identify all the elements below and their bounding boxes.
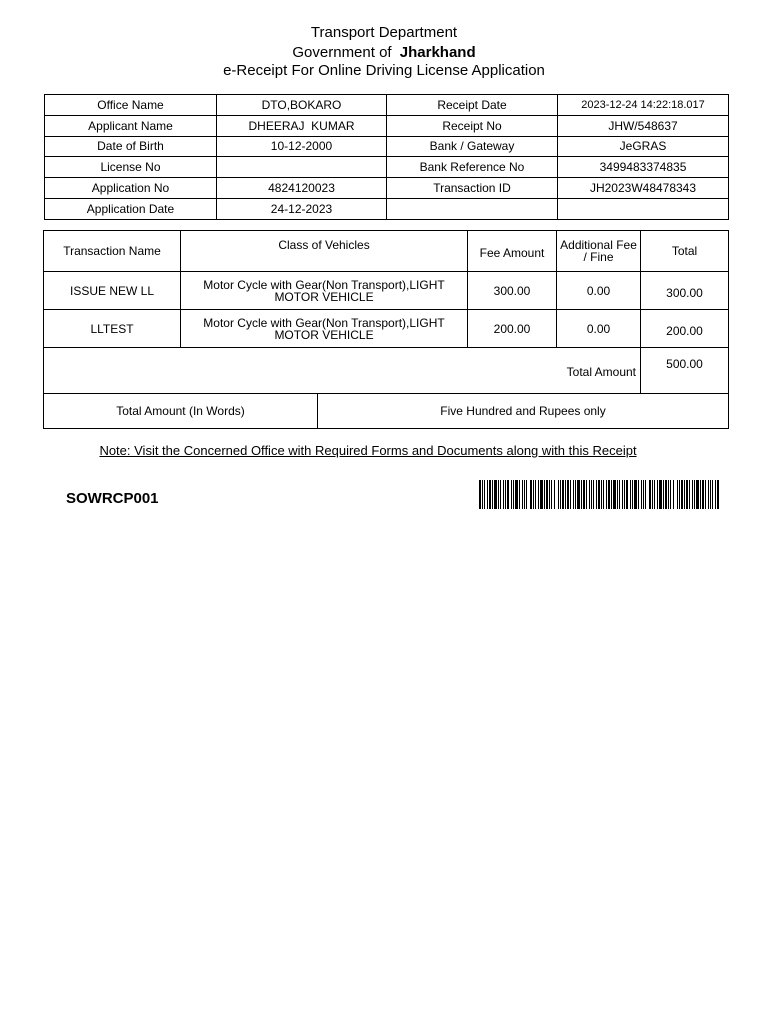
barcode-bar	[654, 480, 655, 509]
barcode-bar	[479, 480, 481, 509]
barcode-bar	[482, 480, 483, 509]
table-row	[45, 178, 729, 199]
barcode-bar	[596, 480, 597, 509]
dob-label: Date of Birth	[45, 136, 217, 157]
empty-cell	[387, 198, 558, 219]
barcode-bar	[549, 480, 550, 509]
barcode-bar	[498, 480, 499, 509]
barcode-bar	[679, 480, 680, 509]
barcode-bar	[611, 480, 612, 509]
table-row	[45, 115, 729, 136]
government-prefix: Government of	[292, 44, 392, 61]
license-no-value	[217, 157, 387, 178]
barcode-bar	[694, 480, 695, 509]
table-row	[45, 157, 729, 178]
barcode-bar	[515, 480, 518, 509]
barcode-bar	[522, 480, 523, 509]
table-row	[45, 95, 729, 116]
barcode-bar	[494, 480, 497, 509]
application-no-value: 4824120023	[217, 178, 387, 199]
barcode-bar	[526, 480, 527, 509]
barcode-bar	[575, 480, 576, 509]
empty-cell	[558, 198, 729, 219]
table-row	[45, 198, 729, 219]
fee-amount: 200.00	[468, 310, 557, 348]
applicant-info-table	[44, 94, 729, 220]
barcode-bar	[689, 480, 690, 509]
barcode-bar	[686, 480, 688, 509]
barcode-bar	[668, 480, 669, 509]
barcode-bar	[505, 480, 506, 509]
table-row	[44, 310, 729, 348]
fee-amount: 300.00	[468, 272, 557, 310]
bank-ref-value: 3499483374835	[558, 157, 729, 178]
table-row	[45, 136, 729, 157]
total-amount-label: Total Amount	[44, 348, 641, 394]
barcode-bar	[500, 480, 501, 509]
receipt-no-label: Receipt No	[387, 115, 558, 136]
barcode-bar	[624, 480, 625, 509]
application-date-label: Application Date	[45, 198, 217, 219]
state-name: Jharkhand	[399, 44, 476, 61]
receipt-date-value: 2023-12-24 14:22:18.017	[558, 95, 729, 116]
applicant-name-label: Applicant Name	[45, 115, 217, 136]
barcode-bar	[717, 480, 719, 509]
col-total: Total	[641, 231, 729, 272]
barcode-bar	[606, 480, 607, 509]
barcode-bar	[573, 480, 574, 509]
transaction-name: ISSUE NEW LL	[44, 272, 181, 310]
barcode-bar	[696, 480, 699, 509]
barcode-bar	[591, 480, 592, 509]
barcode-bar	[513, 480, 514, 509]
receipt-title: e-Receipt For Online Driving License Application	[223, 62, 545, 79]
dob-value: 10-12-2000	[217, 136, 387, 157]
amount-in-words-value: Five Hundred and Rupees only	[318, 394, 729, 429]
barcode-bar	[560, 480, 561, 509]
barcode-bar	[670, 480, 671, 509]
table-row	[44, 272, 729, 310]
barcode-bar	[715, 480, 716, 509]
barcode-bar	[507, 480, 509, 509]
barcode-bar	[544, 480, 545, 509]
barcode-bar	[503, 480, 504, 509]
barcode-bar	[710, 480, 711, 509]
barcode-bar	[641, 480, 642, 509]
office-name-value: DTO,BOKARO	[217, 95, 387, 116]
government-title	[0, 44, 768, 61]
barcode-bar	[558, 480, 559, 509]
barcode-bar	[626, 480, 628, 509]
barcode-bar	[645, 480, 646, 509]
barcode-bar	[643, 480, 644, 509]
barcode-bar	[663, 480, 664, 509]
barcode-bar	[567, 480, 569, 509]
barcode-bar	[551, 480, 552, 509]
barcode-bar	[705, 480, 706, 509]
barcode-bar	[546, 480, 548, 509]
barcode-bar	[570, 480, 571, 509]
application-no-label: Application No	[45, 178, 217, 199]
barcode-bar	[603, 480, 604, 509]
barcode-bar	[638, 480, 639, 509]
barcode-bar	[619, 480, 620, 509]
amount-in-words-row	[44, 394, 729, 429]
barcode-bar	[581, 480, 582, 509]
barcode-bar	[665, 480, 667, 509]
office-name-label: Office Name	[45, 95, 217, 116]
barcode-bar	[511, 480, 512, 509]
barcode-bar	[586, 480, 587, 509]
barcode-bar	[630, 480, 631, 509]
receipt-no-value: JHW/548637	[558, 115, 729, 136]
barcode-bar	[657, 480, 658, 509]
barcode-bar	[649, 480, 651, 509]
barcode-bar	[613, 480, 616, 509]
barcode-bar	[538, 480, 539, 509]
barcode-bar	[524, 480, 525, 509]
total-amount-value: 500.00	[641, 348, 729, 394]
license-no-label: License No	[45, 157, 217, 178]
fee-table	[43, 230, 729, 429]
additional-fee: 0.00	[557, 310, 641, 348]
barcode-bar	[598, 480, 600, 509]
barcode-bar	[677, 480, 678, 509]
barcode-bar	[632, 480, 633, 509]
barcode-bar	[533, 480, 534, 509]
barcode-bar	[673, 480, 674, 509]
barcode-bar	[519, 480, 520, 509]
barcode	[479, 480, 720, 509]
amount-in-words-label: Total Amount (In Words)	[44, 394, 318, 429]
barcode-bar	[492, 480, 493, 509]
class-of-vehicles: Motor Cycle with Gear(Non Transport),LIGHT MOTOR VEHICLE	[181, 272, 468, 310]
transaction-id-label: Transaction ID	[387, 178, 558, 199]
barcode-bar	[554, 480, 555, 509]
barcode-bar	[700, 480, 701, 509]
barcode-bar	[530, 480, 532, 509]
bank-ref-label: Bank Reference No	[387, 157, 558, 178]
barcode-bar	[659, 480, 662, 509]
row-total: 300.00	[641, 272, 729, 310]
additional-fee: 0.00	[557, 272, 641, 310]
table-header-row	[44, 231, 729, 272]
barcode-bar	[583, 480, 585, 509]
barcode-bar	[565, 480, 566, 509]
barcode-bar	[489, 480, 491, 509]
application-date-value: 24-12-2023	[217, 198, 387, 219]
barcode-bar	[712, 480, 713, 509]
barcode-bar	[708, 480, 709, 509]
barcode-bar	[702, 480, 704, 509]
col-transaction-name: Transaction Name	[44, 231, 181, 272]
barcode-bar	[652, 480, 653, 509]
barcode-bar	[622, 480, 623, 509]
department-title: Transport Department	[310, 24, 458, 41]
barcode-bar	[601, 480, 602, 509]
class-of-vehicles: Motor Cycle with Gear(Non Transport),LIGHT MOTOR VEHICLE	[181, 310, 468, 348]
col-class-of-vehicles: Class of Vehicles	[181, 231, 468, 272]
barcode-bar	[634, 480, 637, 509]
receipt-date-label: Receipt Date	[387, 95, 558, 116]
barcode-bar	[562, 480, 564, 509]
barcode-bar	[540, 480, 543, 509]
barcode-bar	[589, 480, 590, 509]
receipt-note: Note: Visit the Concerned Office with Required Forms and Documents along with this Receipt	[99, 443, 637, 458]
row-total: 200.00	[641, 310, 729, 348]
col-additional-fee: Additional Fee / Fine	[557, 231, 641, 272]
barcode-bar	[535, 480, 536, 509]
barcode-bar	[684, 480, 685, 509]
col-fee-amount: Fee Amount	[468, 231, 557, 272]
total-amount-row	[44, 348, 729, 394]
barcode-bar	[692, 480, 693, 509]
barcode-bar	[608, 480, 610, 509]
barcode-bar	[487, 480, 488, 509]
barcode-bar	[577, 480, 580, 509]
applicant-name-value: DHEERAJ KUMAR	[217, 115, 387, 136]
barcode-bar	[484, 480, 485, 509]
bank-gateway-label: Bank / Gateway	[387, 136, 558, 157]
bank-gateway-value: JeGRAS	[558, 136, 729, 157]
receipt-code: SOWRCP001	[66, 490, 159, 507]
barcode-bar	[681, 480, 683, 509]
barcode-bar	[593, 480, 594, 509]
transaction-name: LLTEST	[44, 310, 181, 348]
barcode-bar	[617, 480, 618, 509]
transaction-id-value: JH2023W48478343	[558, 178, 729, 199]
